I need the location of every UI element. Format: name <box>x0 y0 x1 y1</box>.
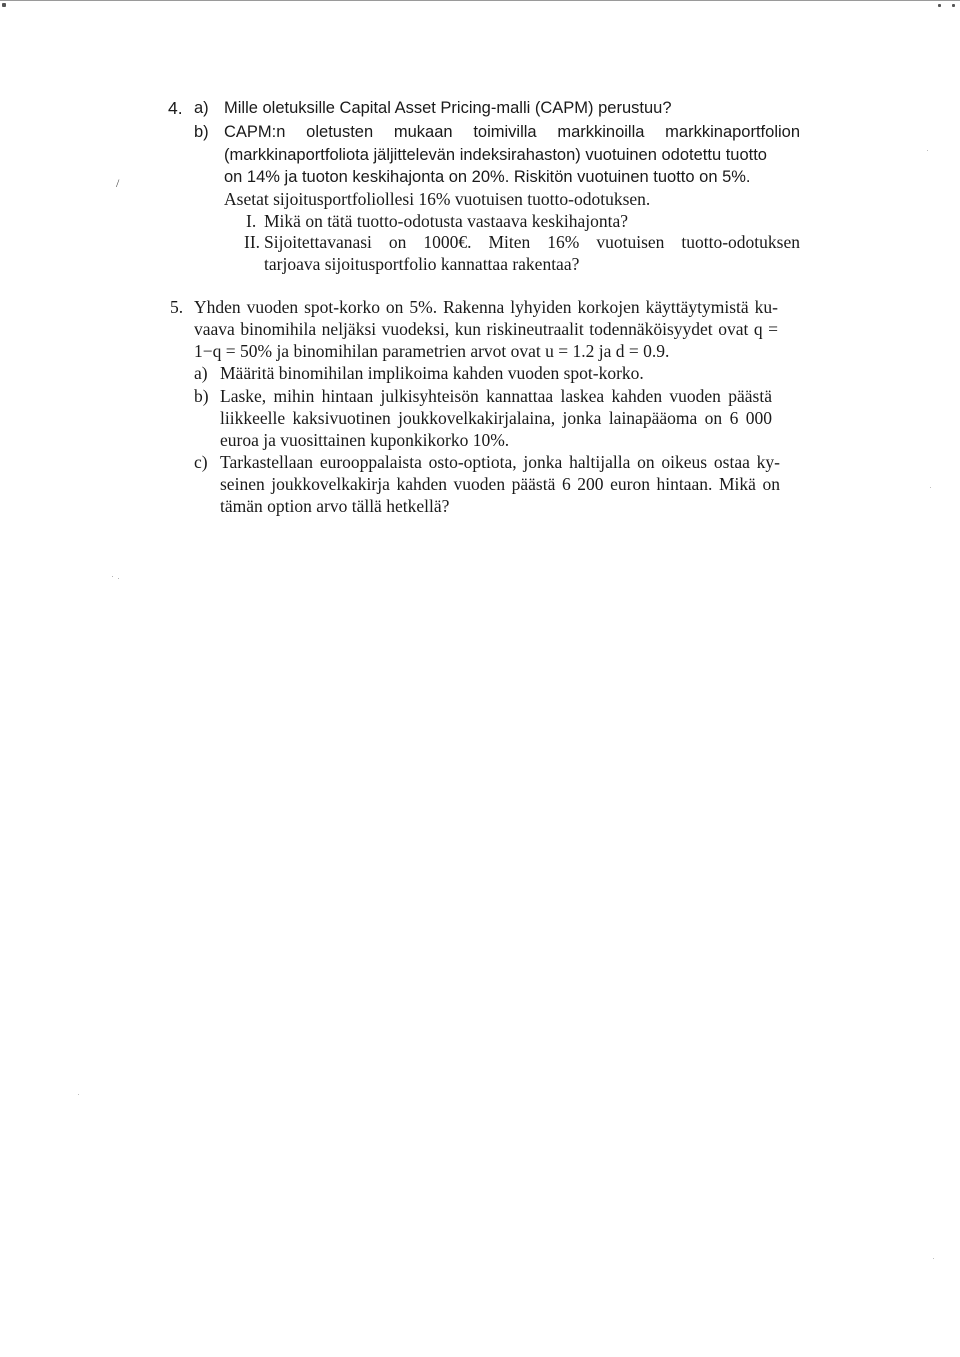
question-5a-label: a) <box>194 363 208 383</box>
scan-speck <box>927 150 928 151</box>
question-5c-line: Tarkastellaan eurooppalaista osto-optiota, jonka haltijalla on oikeus ostaa ky- <box>220 452 780 472</box>
scan-speck <box>118 578 119 579</box>
question-5-line: vaava binomihila neljäksi vuodeksi, kun riskineutraalit todennäköisyydet ovat q = <box>194 319 778 339</box>
margin-mark: / <box>116 176 120 190</box>
question-5c-line: seinen joukkovelkakirja kahden vuoden päästä 6 200 euron hintaan. Mikä on <box>220 474 780 494</box>
question-4b-ii-line: tarjoava sijoitusportfolio kannattaa rakentaa? <box>264 254 580 274</box>
scan-speck <box>933 1258 934 1259</box>
question-4b-ii-line: Sijoitettavanasi on 1000€. Miten 16% vuotuisen tuotto-odotuksen <box>264 232 800 252</box>
question-4b-ii-label: II. <box>244 232 261 252</box>
question-5c-line: tämän option arvo tällä hetkellä? <box>220 496 450 516</box>
question-4b-line: (markkinaportfoliota jäljittelevän indeksirahaston) vuotuinen odotettu tuotto <box>224 146 767 164</box>
question-4b-line: CAPM:n oletusten mukaan toimivilla markkinoilla markkinaportfolion <box>224 123 800 141</box>
question-4b-line: Asetat sijoitusportfoliollesi 16% vuotuisen tuotto-odotuksen. <box>224 189 651 209</box>
question-4b-label: b) <box>194 123 209 141</box>
question-4a-text: Mille oletuksille Capital Asset Pricing-malli (CAPM) perustuu? <box>224 99 672 117</box>
question-5b-line: liikkeelle kaksivuotinen joukkovelkakirjalaina, jonka lainapääoma on 6 000 <box>220 408 772 428</box>
question-4a-label: a) <box>194 99 209 117</box>
question-5-line: Yhden vuoden spot-korko on 5%. Rakenna lyhyiden korkojen käyttäytymistä ku- <box>194 297 778 317</box>
scan-speck <box>78 1094 79 1095</box>
scan-speck <box>930 487 931 488</box>
question-4b-i-label: I. <box>246 211 257 231</box>
question-5-line: 1−q = 50% ja binomihilan parametrien arvot ovat u = 1.2 ja d = 0.9. <box>194 341 670 361</box>
question-5b-label: b) <box>194 386 209 406</box>
question-4-number: 4. <box>168 98 183 118</box>
question-5c-label: c) <box>194 452 208 472</box>
question-5a-text: Määritä binomihilan implikoima kahden vuoden spot-korko. <box>220 363 644 383</box>
question-5b-line: Laske, mihin hintaan julkisyhteisön kannattaa laskea kahden vuoden päästä <box>220 386 772 406</box>
question-5b-line: euroa ja vuosittainen kuponkikorko 10%. <box>220 430 510 450</box>
question-4b-line: on 14% ja tuoton keskihajonta on 20%. Riskitön vuotuinen tuotto on 5%. <box>224 168 751 186</box>
question-5-number: 5. <box>170 297 184 317</box>
scan-speck <box>112 576 113 577</box>
question-4b-i-text: Mikä on tätä tuotto-odotusta vastaava keskihajonta? <box>264 211 628 231</box>
